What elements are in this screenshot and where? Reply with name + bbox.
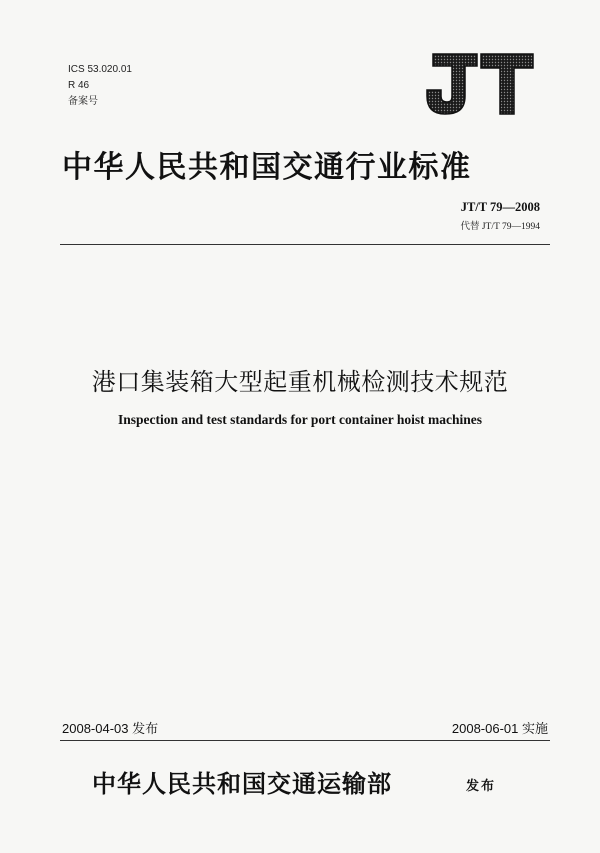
ics-code: ICS 53.020.01 xyxy=(68,64,132,75)
document-title-chinese: 港口集装箱大型起重机械检测技术规范 xyxy=(91,368,509,396)
replaced-standard: 代替 JT/T 79—1994 xyxy=(460,222,540,232)
jt-logo-icon xyxy=(425,52,535,116)
standard-code: JT/T 79—2008 xyxy=(460,200,540,214)
classification-meta xyxy=(68,62,132,110)
issuing-authority-suffix: 发布 xyxy=(466,779,497,794)
document-title-english: Inspection and test standards for port container hoist machines xyxy=(117,412,483,427)
issuing-authority: 中华人民共和国交通运输部 xyxy=(92,770,392,798)
organization-title: 中华人民共和国交通行业标准 xyxy=(62,150,472,185)
issue-date: 2008-04-03 发布 xyxy=(62,721,159,736)
record-number-label: 备案号 xyxy=(68,96,98,107)
footer-divider xyxy=(60,740,550,741)
category-code: R 46 xyxy=(68,80,90,91)
header-divider xyxy=(60,244,550,245)
effective-date: 2008-06-01 实施 xyxy=(451,721,548,736)
